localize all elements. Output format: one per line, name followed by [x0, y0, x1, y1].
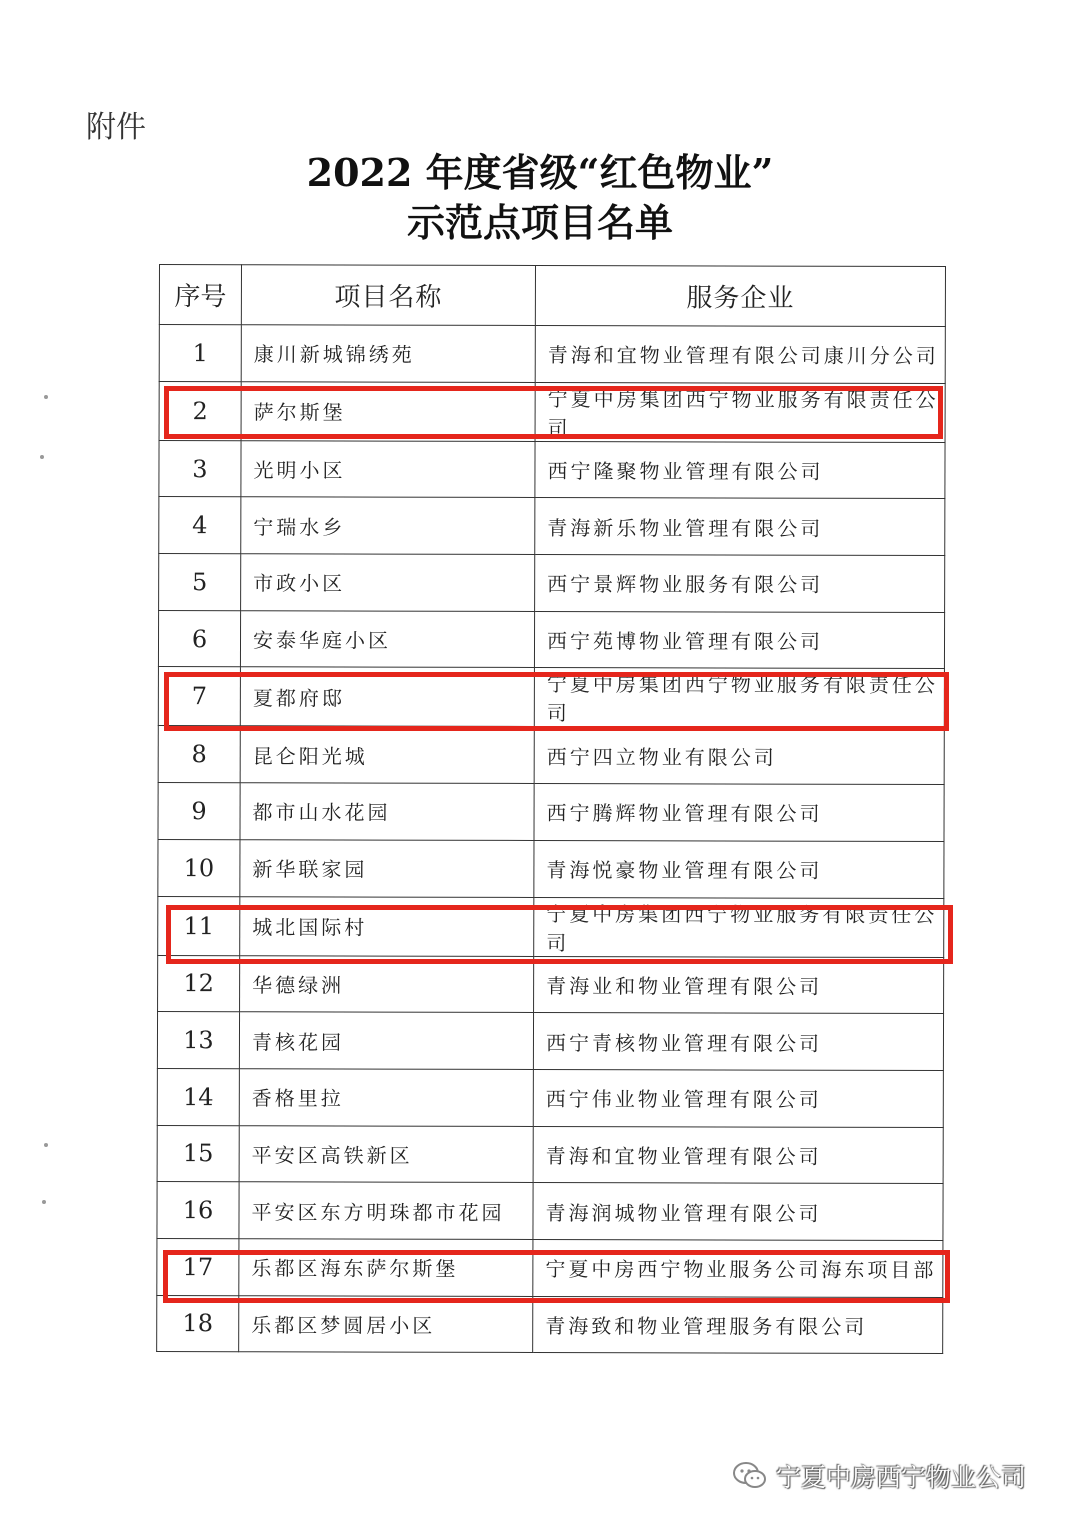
- row-number: 7: [158, 667, 240, 726]
- row-service-company: 青海新乐物业管理有限公司: [535, 498, 945, 556]
- row-service-company: 西宁腾辉物业管理有限公司: [534, 784, 944, 842]
- row-service-company: 西宁四立物业有限公司: [534, 727, 944, 785]
- row-service-company: 宁夏中房集团西宁物业服务有限责任公司: [535, 382, 945, 442]
- row-project-name: 安泰华庭小区: [240, 610, 534, 667]
- row-project-name: 香格里拉: [239, 1069, 533, 1126]
- row-project-name: 平安区东方明珠都市花园: [239, 1182, 533, 1239]
- attachment-label: 附件: [86, 110, 146, 145]
- row-project-name: 乐都区梦圆居小区: [239, 1295, 533, 1352]
- row-service-company: 西宁苑博物业管理有限公司: [534, 611, 944, 669]
- scan-speck: [42, 1200, 46, 1204]
- row-project-name: 新华联家园: [240, 840, 534, 897]
- highlight-box-row-7: [164, 672, 949, 731]
- row-service-company: 青海业和物业管理有限公司: [534, 956, 944, 1014]
- row-project-name: 光明小区: [241, 440, 535, 497]
- row-number: 6: [158, 610, 240, 667]
- row-service-company: 青海润城物业管理有限公司: [533, 1183, 943, 1241]
- highlight-box-row-2: [164, 386, 943, 439]
- row-number: 16: [157, 1182, 239, 1239]
- row-project-name: 市政小区: [241, 554, 535, 611]
- row-number: 12: [158, 955, 240, 1012]
- row-project-name: 乐都区海东萨尔斯堡: [239, 1239, 533, 1296]
- row-number: 13: [157, 1012, 239, 1069]
- row-number: 2: [159, 381, 241, 440]
- watermark: [732, 1458, 1026, 1494]
- row-project-name: 华德绿洲: [240, 955, 534, 1012]
- row-number: 10: [158, 839, 240, 896]
- row-service-company: 宁夏中房集团西宁物业服务有限责任公司: [534, 897, 944, 957]
- row-project-name: 都市山水花园: [240, 783, 534, 840]
- row-number: 18: [157, 1295, 239, 1352]
- document-title: 2022 年度省级“红色物业”: [306, 150, 774, 195]
- table-row: [158, 783, 944, 842]
- row-number: 15: [157, 1125, 239, 1182]
- row-number: 8: [158, 726, 240, 783]
- row-service-company: 青海悦豪物业管理有限公司: [534, 840, 944, 898]
- table-row: [158, 726, 944, 785]
- row-number: 5: [159, 554, 241, 611]
- row-number: 1: [159, 325, 241, 382]
- table-row: [158, 610, 944, 669]
- row-project-name: 萨尔斯堡: [241, 381, 535, 441]
- header-project-name: 项目名称: [241, 265, 535, 326]
- row-service-company: 西宁伟业物业管理有限公司: [533, 1069, 943, 1127]
- row-project-name: 宁瑞水乡: [241, 497, 535, 554]
- table-row: [157, 1012, 943, 1071]
- row-service-company: 青海致和物业管理服务有限公司: [533, 1296, 943, 1354]
- row-project-name: 康川新城锦绣苑: [241, 325, 535, 382]
- row-number: 9: [158, 783, 240, 840]
- row-number: 11: [158, 896, 240, 955]
- table-row: [157, 1182, 943, 1241]
- table-row: [158, 839, 944, 898]
- table-row: [157, 1295, 943, 1354]
- table-row: [159, 440, 945, 499]
- table-row: [157, 1125, 943, 1184]
- document-subtitle: 示范点项目名单: [406, 200, 673, 245]
- highlight-box-row-11: [166, 905, 953, 964]
- row-project-name: 夏都府邸: [240, 667, 534, 727]
- scan-speck: [44, 395, 48, 399]
- highlight-box-row-17: [163, 1250, 950, 1303]
- row-project-name: 平安区高铁新区: [239, 1125, 533, 1182]
- scan-speck: [40, 455, 44, 459]
- row-service-company: 西宁青核物业管理有限公司: [533, 1013, 943, 1071]
- table-header-row: [159, 265, 945, 327]
- wechat-icon: [732, 1460, 768, 1492]
- header-number: 序号: [159, 265, 241, 325]
- table-row: [159, 325, 945, 384]
- watermark-text: 宁夏中房西宁物业公司: [776, 1463, 1027, 1492]
- row-service-company: 宁夏中房西宁物业服务公司海东项目部: [533, 1239, 943, 1297]
- table-row: [157, 1068, 943, 1127]
- table-row: [159, 554, 945, 613]
- row-service-company: 青海和宜物业管理有限公司: [533, 1126, 943, 1184]
- table-row: [159, 497, 945, 556]
- table-body: [157, 325, 946, 1354]
- row-project-name: 青核花园: [239, 1012, 533, 1069]
- row-number: 14: [157, 1068, 239, 1125]
- header-service-company: 服务企业: [535, 265, 945, 326]
- row-service-company: 宁夏中房集团西宁物业服务有限责任公司: [534, 668, 944, 728]
- row-project-name: 城北国际村: [240, 896, 534, 956]
- row-number: 3: [159, 440, 241, 497]
- row-number: 4: [159, 497, 241, 554]
- row-number: 17: [157, 1238, 239, 1295]
- row-service-company: 西宁景辉物业服务有限公司: [535, 555, 945, 613]
- row-service-company: 青海和宜物业管理有限公司康川分公司: [535, 325, 945, 383]
- row-service-company: 西宁隆聚物业管理有限公司: [535, 441, 945, 499]
- scan-speck: [44, 1143, 48, 1147]
- row-project-name: 昆仑阳光城: [240, 726, 534, 783]
